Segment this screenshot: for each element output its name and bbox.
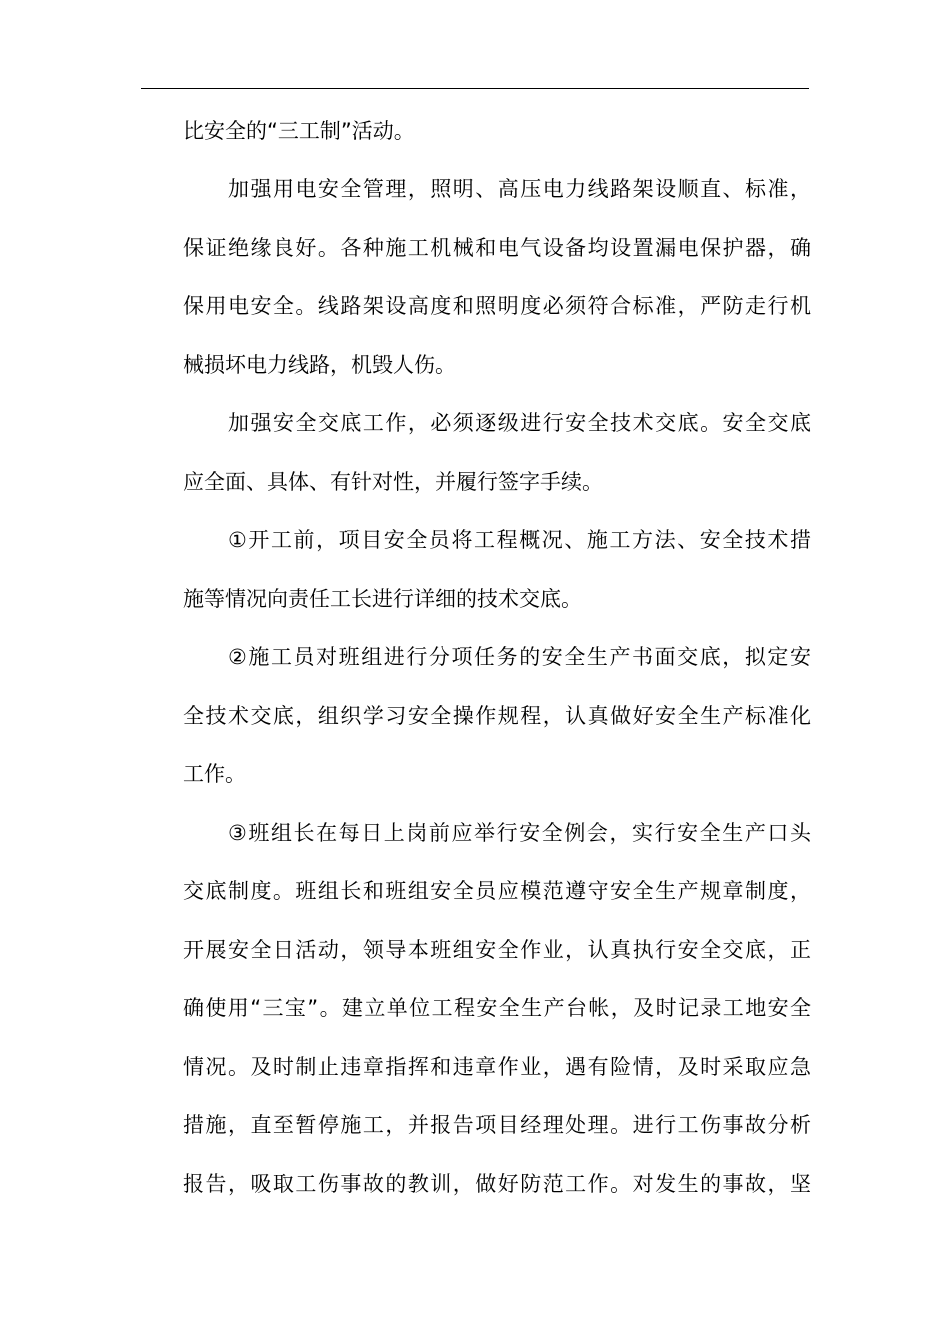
- paragraph-first-line: ②施工员对班组进行分项任务的安全生产书面交底，拟定安: [228, 645, 811, 669]
- text-line: 保用电安全。线路架设高度和照明度必须符合标准，严防走行机: [183, 294, 811, 318]
- text-line: 施等情况向责任工长进行详细的技术交底。: [183, 587, 582, 611]
- text-line: 开展安全日活动，领导本班组安全作业，认真执行安全交底，正: [183, 938, 811, 962]
- text-line: 交底制度。班组长和班组安全员应模范遵守安全生产规章制度，: [183, 879, 811, 903]
- text-line: 工作。: [183, 762, 246, 786]
- text-line: 械损坏电力线路，机毁人伤。: [183, 353, 456, 377]
- text-line: 保证绝缘良好。各种施工机械和电气设备均设置漏电保护器，确: [183, 236, 811, 260]
- text-line: 确使用“三宝”。建立单位工程安全生产台帐，及时记录工地安全: [183, 996, 811, 1020]
- text-line: 情况。及时制止违章指挥和违章作业，遇有险情，及时采取应急: [183, 1055, 811, 1079]
- header-rule: [141, 88, 809, 89]
- paragraph-first-line: ①开工前，项目安全员将工程概况、施工方法、安全技术措: [228, 528, 811, 552]
- paragraph-first-line: ③班组长在每日上岗前应举行安全例会，实行安全生产口头: [228, 821, 811, 845]
- paragraph-first-line: 加强用电安全管理，照明、高压电力线路架设顺直、标准，: [228, 177, 811, 201]
- paragraph-first-line: 加强安全交底工作，必须逐级进行安全技术交底。安全交底: [228, 411, 811, 435]
- text-line: 报告，吸取工伤事故的教训，做好防范工作。对发生的事故，坚: [183, 1172, 811, 1196]
- text-line: 全技术交底，组织学习安全操作规程，认真做好安全生产标准化: [183, 704, 811, 728]
- text-line: 措施，直至暂停施工，并报告项目经理处理。进行工伤事故分析: [183, 1113, 811, 1137]
- text-line: 比安全的“三工制”活动。: [183, 119, 415, 143]
- text-line: 应全面、具体、有针对性，并履行签字手续。: [183, 470, 603, 494]
